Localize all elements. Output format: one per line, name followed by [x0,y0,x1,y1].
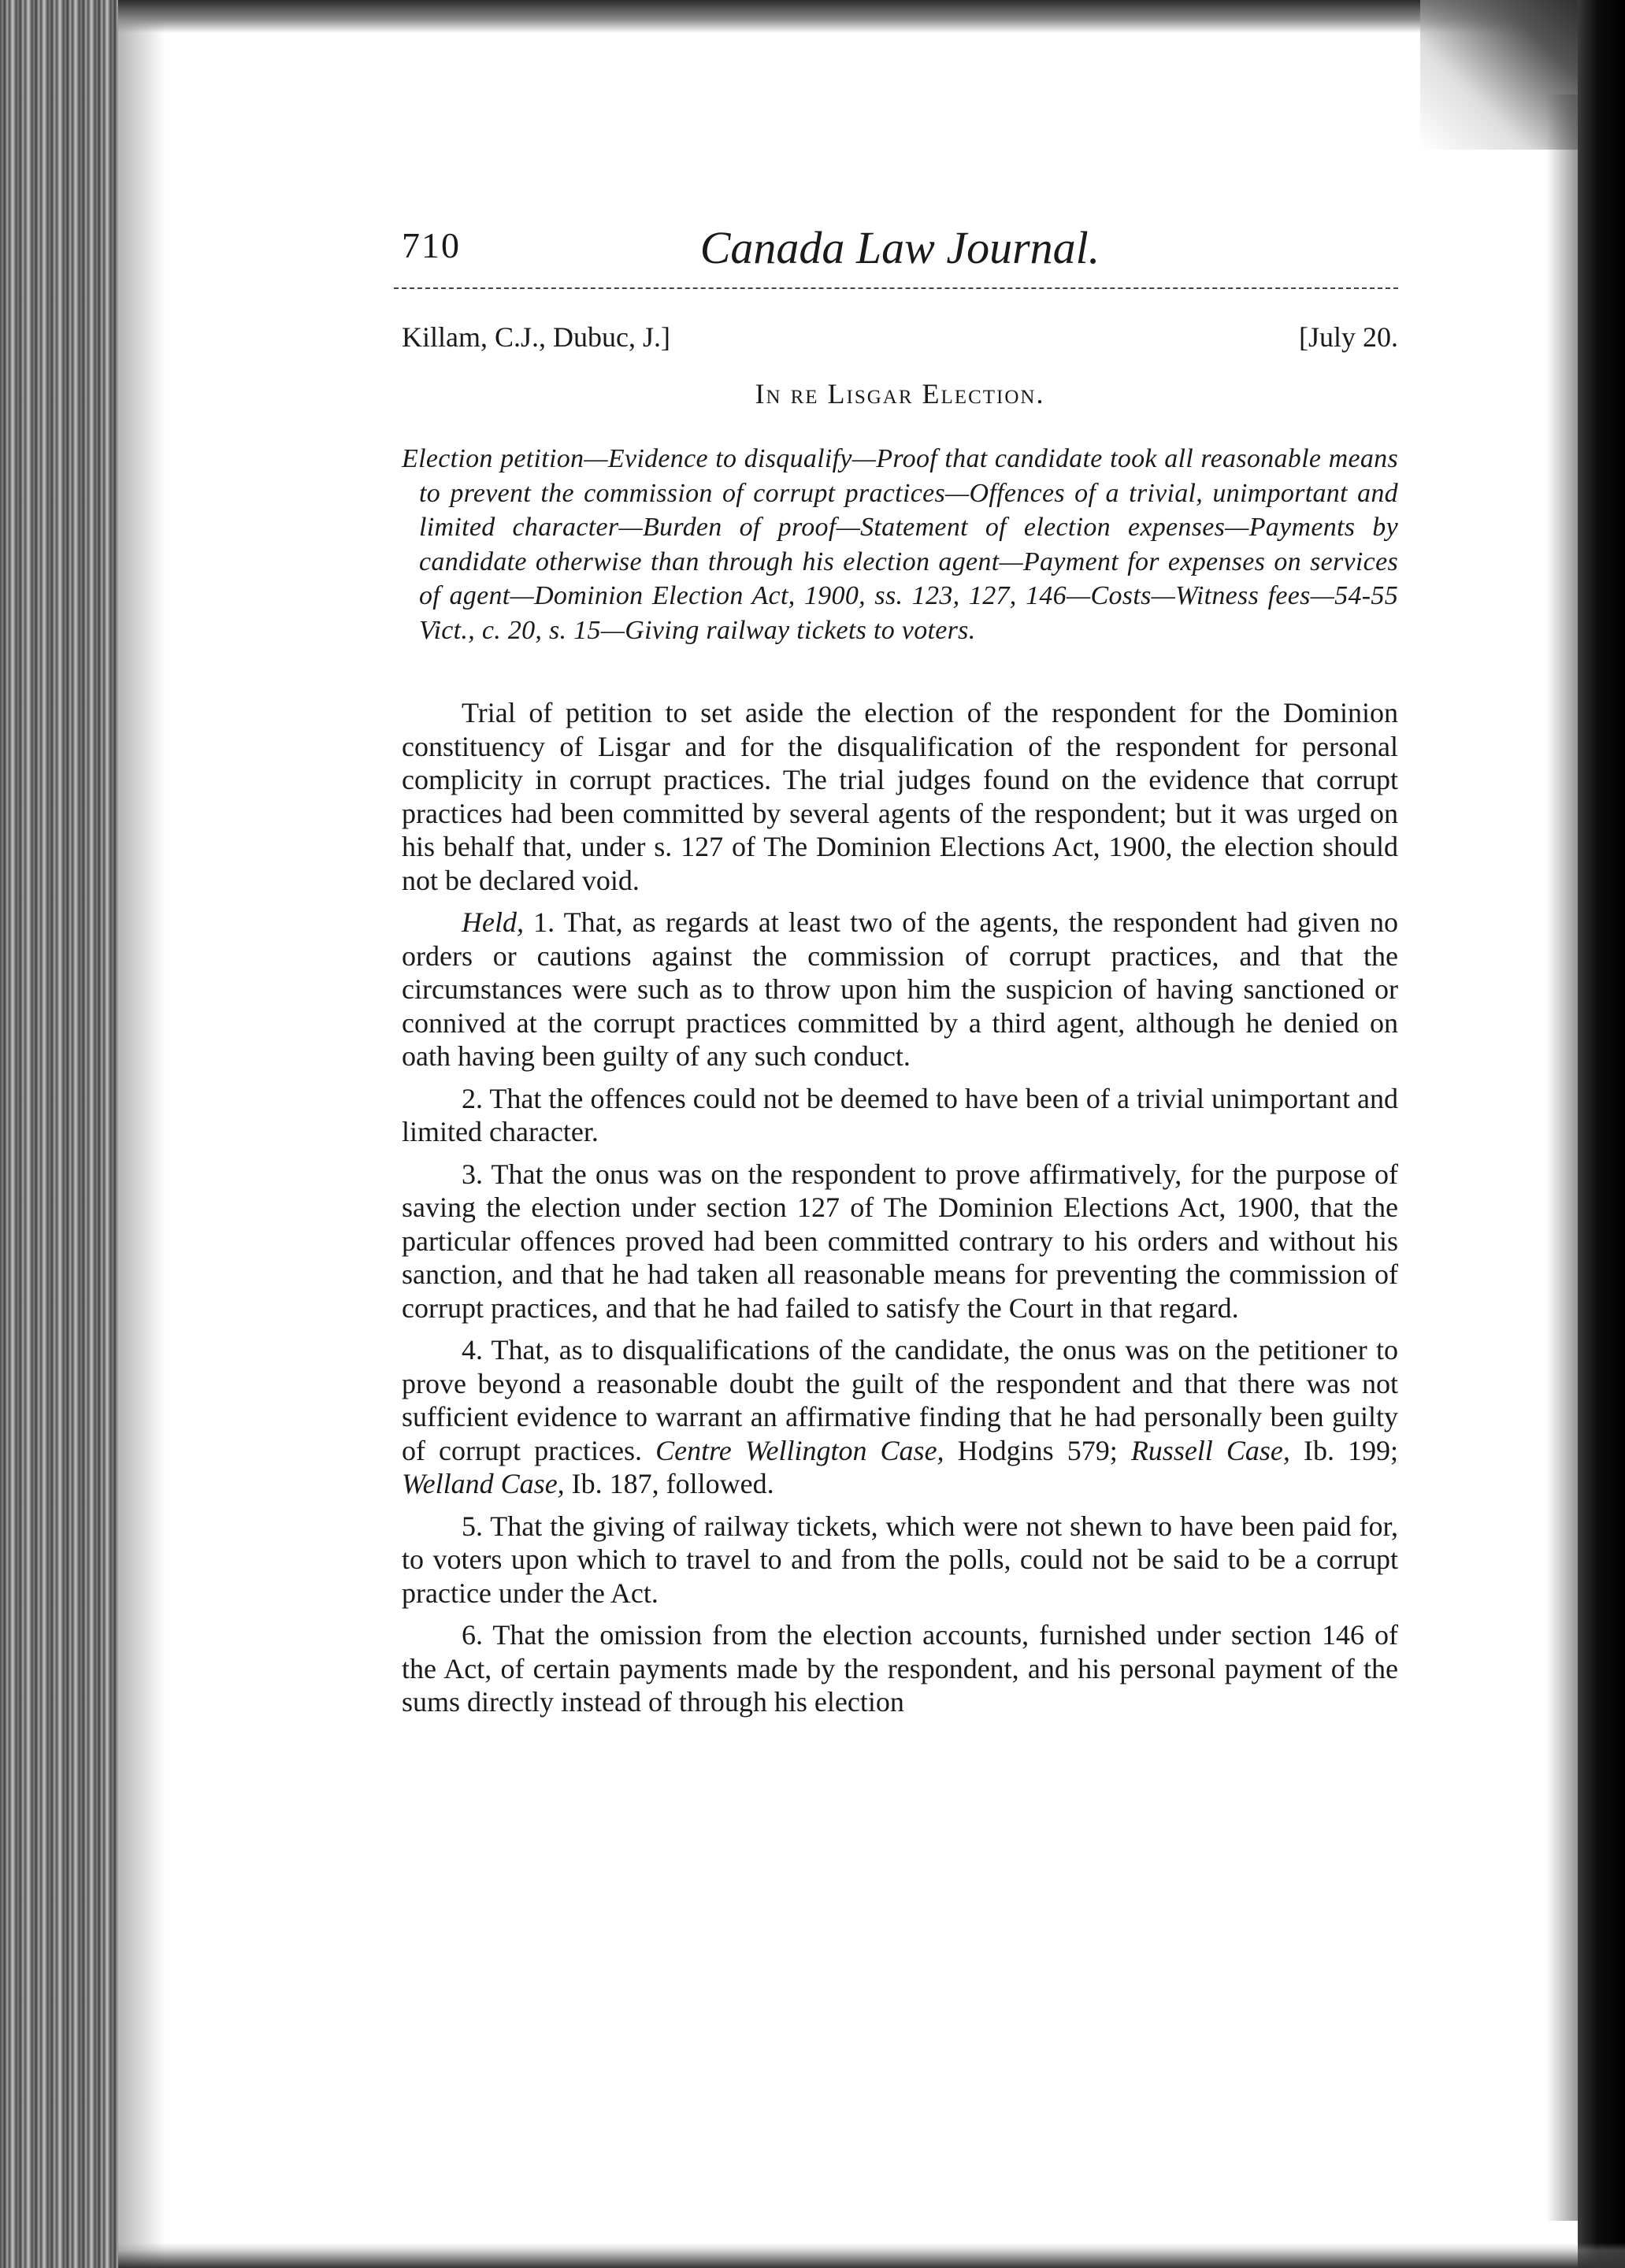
scan-edge-top [118,0,1536,33]
page-number: 710 [402,225,461,265]
case-title: In re Lisgar Election. [755,378,1045,410]
held-1-text: 1. That, as regards at least two of the agents, the respondent had given no orders or cautions against the commission of corrupt practices, and that the circumstances were such as to throw upon him the suspicion of having sanctioned or connived at the corrupt practices committed by a third agent, although he denied on oath having been guilty of any such conduct. [402,906,1398,1072]
held-4-text: 4. That, as to disqualifications of the candidate, the onus was on the petitioner to prove beyond a reasonable doubt the guilt of the respondent and that there was not sufficient evidence to warrant an affirmative finding that he had personally been guilty of corrupt practices. [402,1334,1398,1466]
held-4-paragraph [402,1333,1398,1501]
scan-edge-left [0,0,118,2268]
running-head [402,224,1398,287]
scan-edge-right [1578,0,1625,2268]
case-citation-name: Centre Wellington Case, [655,1434,944,1466]
scan-shadow-right [1546,94,1578,2221]
judges-line [402,321,1398,369]
held-3-paragraph: 3. That the onus was on the respondent to prove affirmatively, for the purpose of saving the election under section 127 of The Dominion Elections Act, 1900, that the particular offences proved had been committed contrary to his orders and without his sanction, and that he had taken all reasonable means for preventing the commission of corrupt practices, and that he had failed to satisfy the Court in that regard. [402,1158,1398,1324]
document-page [402,224,1398,1728]
headnote: Election petition—Evidence to disqualify—Proof that candidate took all reasonable means to prevent the commission of corrupt practices—Offences of a trivial, unimportant and limited character—Burden of proof—Statement of election expenses—Payments by candidate otherwise than through his election agent—Payment for expenses on services of agent—Dominion Election Act, 1900, ss. 123, 127, 146—Costs—Witness fees—54-55 Vict., c. 20, s. 15—Giving railway tickets to voters. [402,444,1398,645]
decision-date: [July 20. [1299,321,1398,353]
scan-edge-bottom [118,2243,1625,2268]
held-2-paragraph: 2. That the offences could not be deemed to have been of a trivial unimportant and limited character. [402,1082,1398,1147]
judges: Killam, C.J., Dubuc, J.] [402,321,670,353]
case-citation-name: Welland Case, [402,1468,565,1499]
case-citation-ref: Ib. 199; [1303,1434,1399,1466]
case-citation-ref: Hodgins 579; [957,1434,1118,1466]
held-1-paragraph [402,906,1398,1073]
held-6-paragraph: 6. That the omission from the election accounts, furnished under section 146 of the Act, of certain payments made by the respondent, and his personal payment of the sums directly instead of through his election [402,1619,1398,1718]
case-citation-name: Russell Case, [1130,1434,1290,1466]
header-rule [394,287,1398,289]
held-5-paragraph: 5. That the giving of railway tickets, which were not shewn to have been paid for, to voters upon which to travel to and from the polls, could not be said to be a corrupt practice under the Act. [402,1510,1398,1609]
case-citation-ref: Ib. 187, followed. [571,1468,774,1499]
journal-title: Canada Law Journal. [699,222,1100,273]
intro-paragraph: Trial of petition to set aside the election of the respondent for the Dominion constituency of Lisgar and for the disqualification of the respondent for personal complicity in corrupt practices. The trial judges found on the evidence that corrupt practices had been committed by several agents of the respondent; but it was urged on his behalf that, under s. 127 of The Dominion Elections Act, 1900, the election should not be declared void. [402,697,1398,896]
held-label: Held, [462,906,524,938]
scan-shadow-left [118,0,165,2268]
